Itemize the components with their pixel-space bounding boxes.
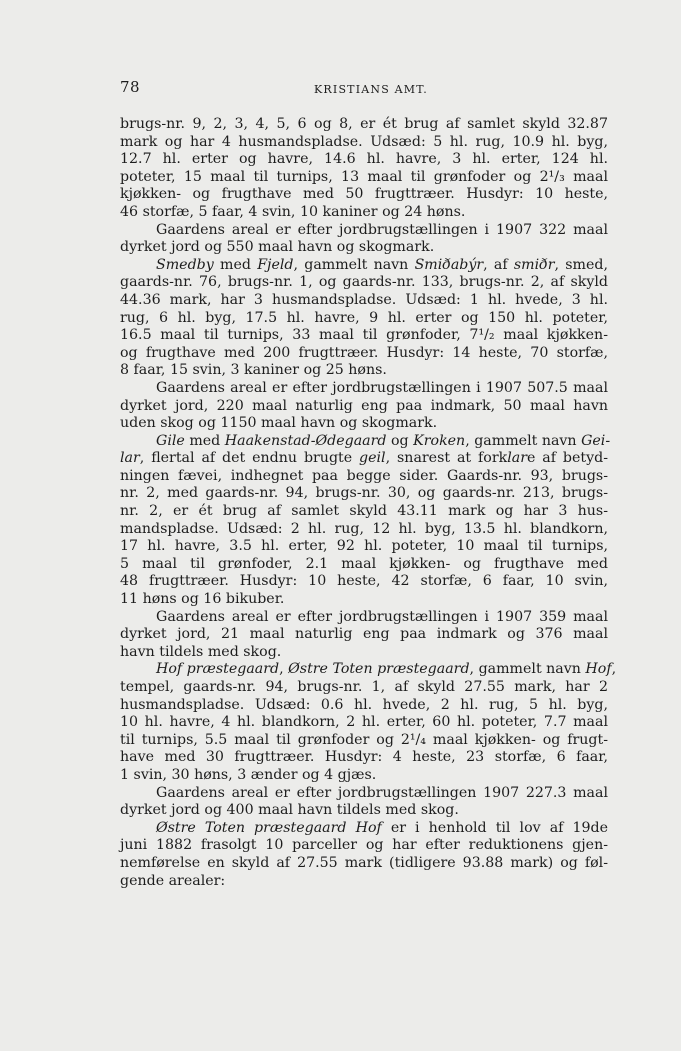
text-line: dyrket jord og 550 maal havn og skogmark.: [120, 239, 435, 256]
text-line: nr. 2, med gaards-nr. 94, brugs-nr. 30, og gaards-nr. 213, brugs-: [120, 485, 608, 502]
text-line: Hof præstegaard, Østre Toten præstegaard, gammelt navn Hof,: [156, 661, 617, 678]
text-line: uden skog og 1150 maal havn og skogmark.: [120, 415, 438, 432]
text-line: 5 maal til grønfoder, 2.1 maal kjøkken- og frugthave med: [120, 555, 608, 572]
text-line: mandspladse. Udsæd: 2 hl. rug, 12 hl. byg, 13.5 hl. blandkorn,: [120, 520, 608, 537]
text-line: dyrket jord, 220 maal naturlig eng paa indmark, 50 maal havn: [120, 397, 608, 414]
text-line: 12.7 hl. erter og havre, 14.6 hl. havre, 3 hl. erter, 124 hl.: [120, 151, 608, 168]
text-line: Gaardens areal er efter jordbrugstællingen i 1907 359 maal: [156, 608, 608, 625]
text-line: 44.36 mark, har 3 husmandspladse. Udsæd: 1 hl. hvede, 3 hl.: [120, 291, 608, 308]
text-line: Gile med Haakenstad-Ødegaard og Kroken, gammelt navn Gei-: [156, 432, 611, 449]
running-head: KRISTIANS AMT.: [314, 83, 428, 96]
text-line: Gaardens areal er efter jordbrugstællingen i 1907 507.5 maal: [156, 379, 608, 396]
text-line: nr. 2, er ét brug af samlet skyld 43.11 mark og har 3 hus-: [120, 503, 608, 520]
text-line: ningen fævei, indhegnet paa begge sider. Gaards-nr. 93, brugs-: [120, 467, 608, 484]
text-line: Smedby med Fjeld, gammelt navn Smiðabýr, af smiðr, smed,: [156, 256, 609, 273]
text-line: 48 frugttræer. Husdyr: 10 heste, 42 storfæ, 6 faar, 10 svin,: [120, 573, 608, 590]
text-line: nemførelse en skyld af 27.55 mark (tidligere 93.88 mark) og føl-: [120, 854, 608, 871]
text-line: 17 hl. havre, 3.5 hl. erter, 92 hl. poteter, 10 maal til turnips,: [120, 538, 608, 555]
text-line: mark og har 4 husmandspladse. Udsæd: 5 hl. rug, 10.9 hl. byg,: [120, 133, 608, 150]
text-line: have med 30 frugttræer. Husdyr: 4 heste, 23 storfæ, 6 faar,: [120, 749, 608, 766]
text-line: gende arealer:: [120, 872, 226, 889]
text-line: 1 svin, 30 høns, 3 ænder og 4 gjæs.: [120, 766, 377, 783]
text-line: 46 storfæ, 5 faar, 4 svin, 10 kaniner og 24 høns.: [120, 203, 466, 220]
text-line: gaards-nr. 76, brugs-nr. 1, og gaards-nr. 133, brugs-nr. 2, af skyld: [120, 274, 608, 291]
text-line: 16.5 maal til turnips, 33 maal til grønfoder, 7¹/₂ maal kjøkken-: [120, 327, 608, 344]
text-line: Gaardens areal er efter jordbrugstællingen i 1907 322 maal: [156, 221, 608, 238]
text-line: Østre Toten præstegaard Hof er i henhold til lov af 19de: [156, 819, 608, 836]
text-line: Gaardens areal er efter jordbrugstællingen 1907 227.3 maal: [156, 784, 608, 801]
text-line: kjøkken- og frugthave med 50 frugttræer. Husdyr: 10 heste,: [120, 186, 608, 203]
text-line: 10 hl. havre, 4 hl. blandkorn, 2 hl. erter, 60 hl. poteter, 7.7 maal: [120, 714, 608, 731]
text-line: dyrket jord og 400 maal havn tildels med skog.: [120, 802, 459, 819]
body-text: [120, 116, 617, 890]
text-line: tempel, gaards-nr. 94, brugs-nr. 1, af skyld 27.55 mark, har 2: [120, 679, 608, 695]
text-line: 8 faar, 15 svin, 3 kaniner og 25 høns.: [120, 362, 387, 379]
text-line: poteter, 15 maal til turnips, 13 maal til grønfoder og 2¹/₃ maal: [120, 168, 608, 185]
page-number: 78: [120, 78, 141, 96]
text-line: juni 1882 frasolgt 10 parceller og har efter reduktionens gjen-: [120, 837, 608, 854]
text-line: 11 høns og 16 bikuber.: [120, 591, 285, 608]
text-line: husmandspladse. Udsæd: 0.6 hl. hvede, 2 hl. rug, 5 hl. byg,: [120, 696, 608, 713]
text-line: rug, 6 hl. byg, 17.5 hl. havre, 9 hl. erter og 150 hl. poteter,: [120, 309, 608, 326]
text-line: dyrket jord, 21 maal naturlig eng paa indmark og 376 maal: [120, 626, 608, 643]
text-line: og frugthave med 200 frugttræer. Husdyr: 14 heste, 70 storfæ,: [120, 344, 608, 361]
text-line: lar, flertal af det endnu brugte geil, snarest at forklare af betyd-: [120, 450, 608, 467]
text-line: havn tildels med skog.: [120, 643, 282, 660]
text-line: brugs-nr. 9, 2, 3, 4, 5, 6 og 8, er ét brug af samlet skyld 32.87: [120, 116, 608, 132]
text-line: til turnips, 5.5 maal til grønfoder og 2¹/₄ maal kjøkken- og frugt-: [120, 731, 608, 748]
